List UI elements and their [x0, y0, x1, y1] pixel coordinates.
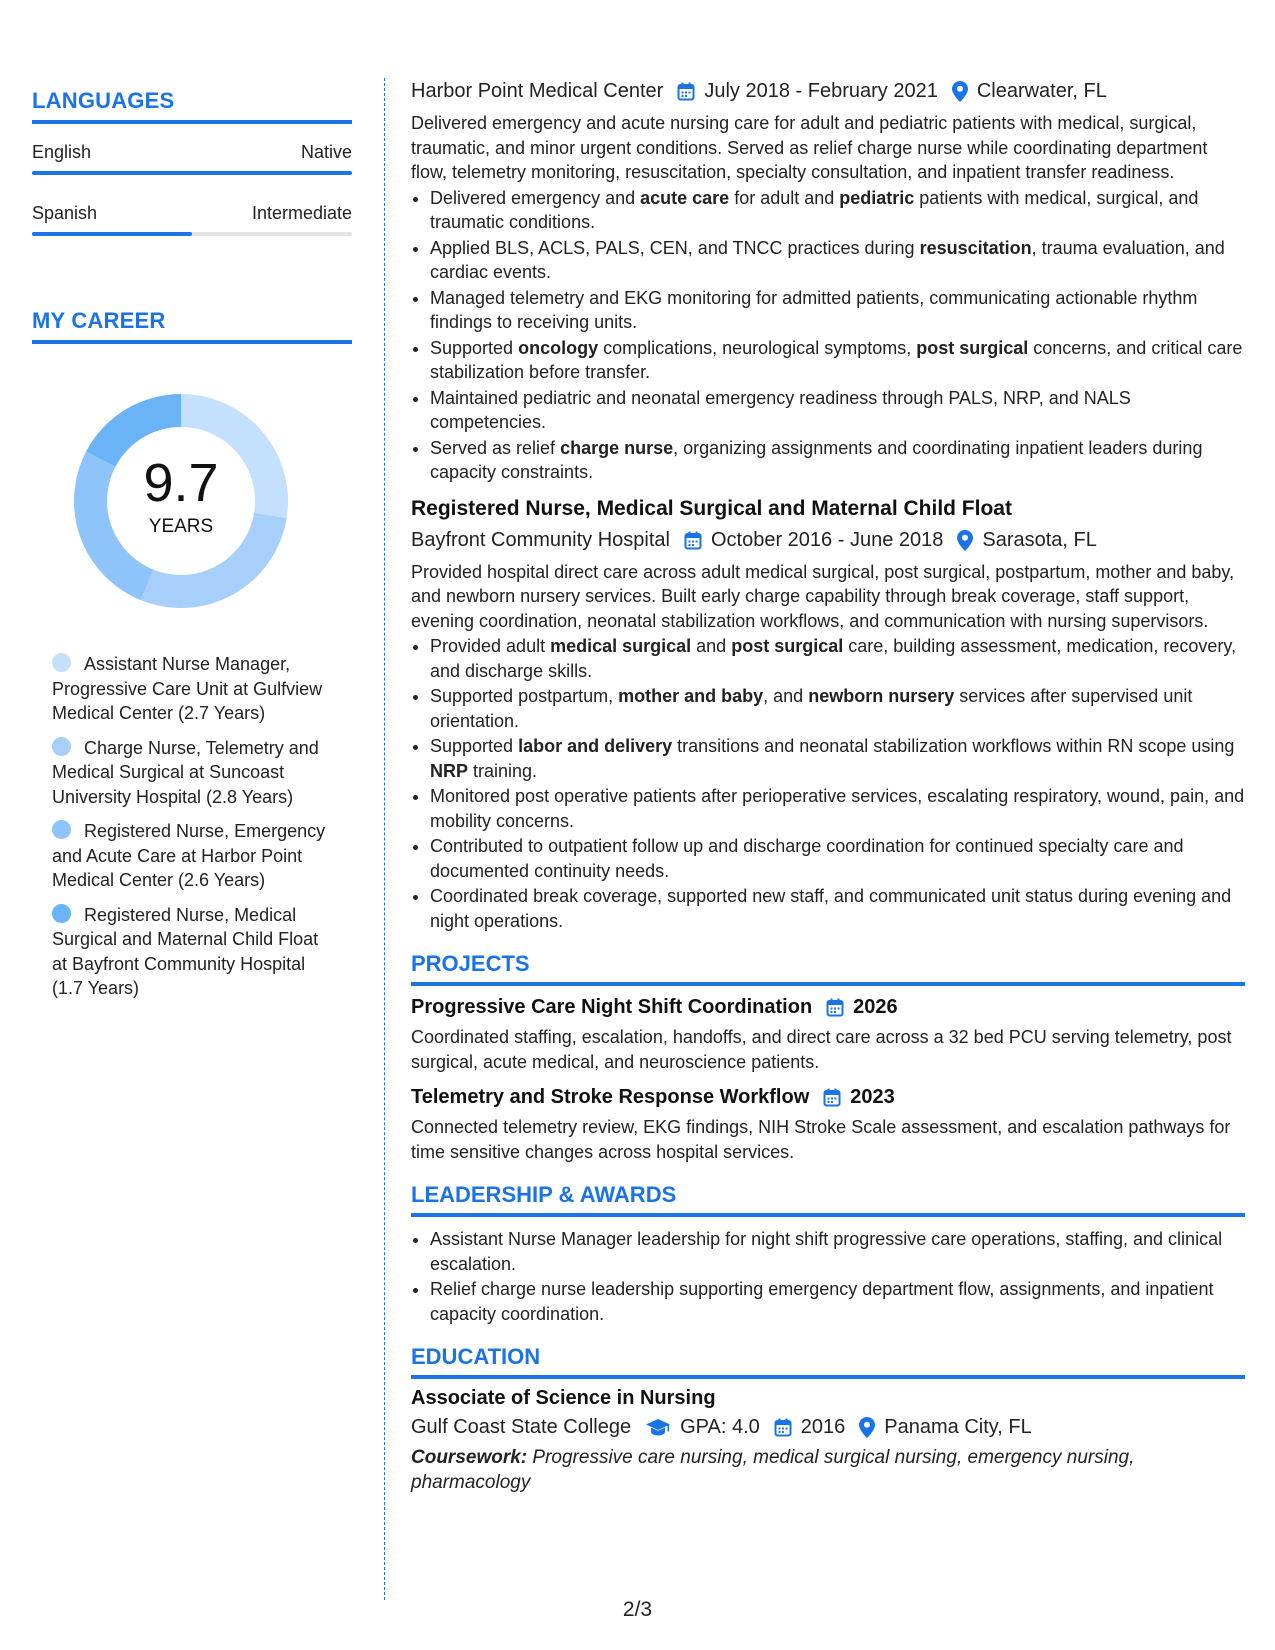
- legend-dot: [52, 653, 71, 672]
- calendar-icon: [684, 531, 702, 550]
- bold-keyword: newborn nursery: [808, 686, 955, 706]
- legend-label: Registered Nurse, Emergency and Acute Care at Harbor Point Medical Center (2.6 Years): [52, 821, 326, 890]
- coursework: [411, 1445, 1245, 1495]
- project-description: Coordinated staffing, escalation, handoffs, and direct care across a 32 bed PCU serving telemetry, post surgical, acute medical, and neuroscience patients.: [411, 1027, 1232, 1072]
- bullet-item: • Coordinated break coverage, supported new staff, and communicated unit status during evening and night operations.: [430, 884, 1245, 933]
- job-bullets: [411, 186, 1245, 485]
- degree-title: Associate of Science in Nursing: [411, 1387, 716, 1409]
- projects-heading: PROJECTS: [411, 951, 1245, 986]
- map-pin-icon: [957, 530, 973, 551]
- language-spanish: [32, 203, 352, 236]
- right-column: [411, 80, 1245, 1495]
- career-legend: [32, 652, 332, 1001]
- experience-bayfront: [411, 497, 1245, 934]
- bold-keyword: mother and baby: [618, 686, 764, 706]
- career-donut-chart: [66, 386, 296, 616]
- legend-item: [52, 903, 332, 1001]
- job-description: Delivered emergency and acute nursing care for adult and pediatric patients with medical, surgical, traumatic, and minor urgent conditions. Served as relief charge nurse while coordinating department flow, telemetry monitoring, resuscitation, specialty consultation, and inpatient transfer readiness.: [411, 113, 1208, 182]
- language-level: Intermediate: [251, 203, 352, 223]
- bullet-item: • Contributed to outpatient follow up and discharge coordination for continued specialty care and documented continuity needs.: [430, 834, 1245, 883]
- education-heading: EDUCATION: [411, 1344, 1245, 1379]
- bullet-item: • Supported postpartum, mother and baby, and newborn nursery services after supervised unit orientation.: [430, 684, 1245, 733]
- experience-harbor-point: [411, 80, 1245, 485]
- map-pin-icon: [859, 1417, 875, 1438]
- legend-item: [52, 736, 332, 810]
- column-divider: [384, 78, 385, 1600]
- bullet-item: • Monitored post operative patients after perioperative services, escalating respiratory, wound, pain, and mobility concerns.: [430, 784, 1245, 833]
- page-number: 2/3: [622, 1598, 653, 1621]
- bold-keyword: post surgical: [731, 636, 844, 656]
- bullet-item: • Maintained pediatric and neonatal emergency readiness through PALS, NRP, and NALS competencies.: [430, 386, 1245, 435]
- bold-keyword: acute care: [640, 187, 730, 208]
- bullet-item: • Managed telemetry and EKG monitoring for admitted patients, communicating actionable rhythm findings to receiving units.: [430, 286, 1245, 335]
- job-location: Clearwater, FL: [976, 80, 1107, 102]
- bold-keyword: post surgical: [916, 337, 1029, 358]
- bold-keyword: NRP: [430, 760, 469, 781]
- project-header: [411, 996, 1245, 1019]
- legend-label: Registered Nurse, Medical Surgical and Maternal Child Float at Bayfront Community Hospital (1.7 Years): [52, 904, 319, 998]
- gpa: GPA: 4.0: [680, 1416, 760, 1438]
- bullet-item: • Supported labor and delivery transitions and neonatal stabilization workflows within RN scope using NRP training.: [430, 734, 1245, 783]
- job-description: Provided hospital direct care across adult medical surgical, post surgical, postpartum, mother and baby, and newborn nursery services. Built early charge capability through break coverage, staff support, evening coordination, neonatal stabilization workflows, and communication with nursing supervisors.: [411, 561, 1235, 631]
- career-total-years: 9.7: [143, 453, 219, 513]
- calendar-icon: [823, 1088, 841, 1107]
- job-meta-row: [411, 80, 1245, 103]
- project-description: Connected telemetry review, EKG findings, NIH Stroke Scale assessment, and escalation pathways for time sensitive changes across hospital services.: [411, 1117, 1231, 1162]
- language-name: English: [32, 142, 92, 162]
- employer-name: Harbor Point Medical Center: [411, 80, 664, 102]
- leadership-list: [411, 1227, 1245, 1326]
- career-heading: MY CAREER: [32, 308, 352, 344]
- legend-label: Assistant Nurse Manager, Progressive Care Unit at Gulfview Medical Center (2.7 Years): [52, 654, 323, 723]
- legend-item: [52, 819, 332, 893]
- education-meta-row: [411, 1416, 1245, 1439]
- bullet-item: • Served as relief charge nurse, organizing assignments and coordinating inpatient leaders during capacity constraints.: [430, 436, 1245, 485]
- graduation-cap-icon: [645, 1418, 671, 1437]
- calendar-icon: [826, 998, 844, 1017]
- bold-keyword: pediatric: [839, 187, 915, 208]
- leadership-item: • Relief charge nurse leadership supporting emergency department flow, assignments, and inpatient capacity coordination.: [430, 1277, 1245, 1326]
- project-item: [411, 1086, 1245, 1164]
- calendar-icon: [774, 1418, 792, 1437]
- bold-keyword: labor and delivery: [518, 736, 673, 756]
- legend-dot: [52, 904, 71, 923]
- map-pin-icon: [952, 81, 968, 102]
- career-years-unit: YEARS: [148, 516, 214, 537]
- project-name: Telemetry and Stroke Response Workflow: [411, 1086, 810, 1108]
- project-header: [411, 1086, 1245, 1109]
- language-proficiency-fill: [32, 232, 192, 236]
- bold-keyword: medical surgical: [550, 636, 692, 656]
- legend-item: [52, 652, 332, 726]
- legend-dot: [52, 737, 71, 756]
- language-proficiency-bar: [32, 232, 352, 236]
- bullet-item: • Provided adult medical surgical and post surgical care, building assessment, medication, recovery, and discharge skills.: [430, 634, 1245, 683]
- job-meta-row: [411, 529, 1245, 552]
- project-year: 2023: [850, 1086, 895, 1108]
- job-dates: October 2016 - June 2018: [710, 528, 944, 551]
- job-title: Registered Nurse, Medical Surgical and Maternal Child Float: [411, 496, 1012, 520]
- language-english: [32, 142, 352, 175]
- project-year: 2026: [853, 996, 898, 1018]
- languages-heading: LANGUAGES: [32, 88, 352, 124]
- bullet-item: • Supported oncology complications, neurological symptoms, post surgical concerns, and critical care stabilization before transfer.: [430, 336, 1245, 385]
- bullet-item: • Delivered emergency and acute care for adult and pediatric patients with medical, surgical, and traumatic conditions.: [430, 186, 1245, 235]
- calendar-icon: [677, 82, 695, 101]
- project-item: [411, 996, 1245, 1074]
- school-location: Panama City, FL: [884, 1416, 1032, 1438]
- language-level: Native: [300, 142, 352, 162]
- legend-label: Charge Nurse, Telemetry and Medical Surgical at Suncoast University Hospital (2.8 Years): [52, 737, 319, 807]
- leadership-heading: LEADERSHIP & AWARDS: [411, 1182, 1245, 1217]
- legend-dot: [52, 820, 71, 839]
- coursework-list: Progressive care nursing, medical surgical nursing, emergency nursing, pharmacology: [411, 1447, 1135, 1493]
- bold-keyword: resuscitation: [919, 237, 1032, 258]
- graduation-year: 2016: [800, 1416, 846, 1438]
- job-location: Sarasota, FL: [982, 528, 1097, 551]
- language-name: Spanish: [32, 203, 98, 223]
- bold-keyword: oncology: [518, 337, 599, 358]
- job-bullets: [411, 634, 1245, 933]
- left-column: [32, 88, 352, 1011]
- donut-center: [66, 386, 296, 616]
- coursework-label: Coursework:: [411, 1447, 528, 1468]
- school-name: Gulf Coast State College: [411, 1416, 632, 1438]
- job-dates: July 2018 - February 2021: [704, 80, 938, 102]
- language-proficiency-bar: [32, 171, 352, 175]
- bullet-item: • Applied BLS, ACLS, PALS, CEN, and TNCC practices during resuscitation, trauma evaluation, and cardiac events.: [430, 236, 1245, 285]
- project-name: Progressive Care Night Shift Coordination: [411, 996, 813, 1018]
- bold-keyword: charge nurse: [560, 437, 674, 458]
- language-proficiency-fill: [32, 171, 352, 175]
- employer-name: Bayfront Community Hospital: [411, 528, 670, 551]
- leadership-item: • Assistant Nurse Manager leadership for night shift progressive care operations, staffing, and clinical escalation.: [430, 1227, 1245, 1276]
